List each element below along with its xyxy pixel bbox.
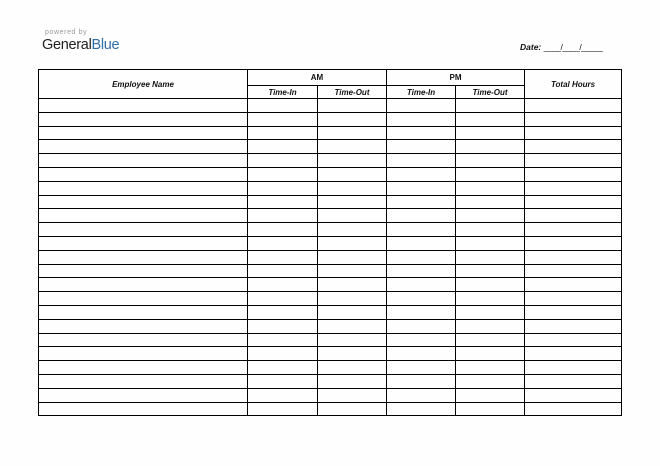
pm-time-in-cell[interactable] <box>387 167 456 181</box>
pm-time-out-cell[interactable] <box>456 195 525 209</box>
total-hours-cell[interactable] <box>525 99 622 113</box>
am-time-out-cell[interactable] <box>318 333 387 347</box>
am-time-in-cell[interactable] <box>248 292 318 306</box>
header-am: AM <box>248 70 387 86</box>
employee-name-cell[interactable] <box>39 250 248 264</box>
total-hours-cell[interactable] <box>525 167 622 181</box>
total-hours-cell[interactable] <box>525 223 622 237</box>
am-time-out-cell[interactable] <box>318 374 387 388</box>
total-hours-cell[interactable] <box>525 319 622 333</box>
am-time-in-cell[interactable] <box>248 347 318 361</box>
employee-name-cell[interactable] <box>39 195 248 209</box>
am-time-out-cell[interactable] <box>318 347 387 361</box>
am-time-in-cell[interactable] <box>248 154 318 168</box>
am-time-out-cell[interactable] <box>318 278 387 292</box>
employee-name-cell[interactable] <box>39 347 248 361</box>
am-time-in-cell[interactable] <box>248 278 318 292</box>
am-time-out-cell[interactable] <box>318 209 387 223</box>
pm-time-in-cell[interactable] <box>387 402 456 416</box>
am-time-out-cell[interactable] <box>318 167 387 181</box>
brand-blue: Blue <box>91 37 120 53</box>
header-pm-time-out: Time-Out <box>456 86 525 99</box>
table-row <box>39 99 622 113</box>
am-time-out-cell[interactable] <box>318 154 387 168</box>
brand-general: General <box>42 37 92 53</box>
employee-name-cell[interactable] <box>39 305 248 319</box>
table-row <box>39 402 622 416</box>
am-time-in-cell[interactable] <box>248 181 318 195</box>
am-time-out-cell[interactable] <box>318 223 387 237</box>
am-time-in-cell[interactable] <box>248 388 318 402</box>
am-time-in-cell[interactable] <box>248 140 318 154</box>
am-time-in-cell[interactable] <box>248 209 318 223</box>
pm-time-in-cell[interactable] <box>387 319 456 333</box>
employee-name-cell[interactable] <box>39 278 248 292</box>
total-hours-cell[interactable] <box>525 140 622 154</box>
total-hours-cell[interactable] <box>525 181 622 195</box>
pm-time-out-cell[interactable] <box>456 99 525 113</box>
pm-time-in-cell[interactable] <box>387 223 456 237</box>
am-time-in-cell[interactable] <box>248 374 318 388</box>
employee-name-cell[interactable] <box>39 154 248 168</box>
total-hours-cell[interactable] <box>525 236 622 250</box>
am-time-out-cell[interactable] <box>318 99 387 113</box>
am-time-out-cell[interactable] <box>318 264 387 278</box>
table-row <box>39 236 622 250</box>
table-row <box>39 250 622 264</box>
table-row <box>39 264 622 278</box>
pm-time-out-cell[interactable] <box>456 402 525 416</box>
total-hours-cell[interactable] <box>525 292 622 306</box>
employee-name-cell[interactable] <box>39 361 248 375</box>
employee-name-cell[interactable] <box>39 333 248 347</box>
am-time-in-cell[interactable] <box>248 250 318 264</box>
employee-name-cell[interactable] <box>39 99 248 113</box>
employee-name-cell[interactable] <box>39 112 248 126</box>
pm-time-in-cell[interactable] <box>387 195 456 209</box>
pm-time-out-cell[interactable] <box>456 250 525 264</box>
pm-time-in-cell[interactable] <box>387 388 456 402</box>
table-row <box>39 223 622 237</box>
pm-time-out-cell[interactable] <box>456 388 525 402</box>
table-row <box>39 167 622 181</box>
total-hours-cell[interactable] <box>525 402 622 416</box>
pm-time-out-cell[interactable] <box>456 278 525 292</box>
am-time-in-cell[interactable] <box>248 223 318 237</box>
table-row <box>39 278 622 292</box>
am-time-out-cell[interactable] <box>318 126 387 140</box>
am-time-in-cell[interactable] <box>248 333 318 347</box>
am-time-out-cell[interactable] <box>318 292 387 306</box>
pm-time-out-cell[interactable] <box>456 140 525 154</box>
pm-time-in-cell[interactable] <box>387 99 456 113</box>
pm-time-out-cell[interactable] <box>456 333 525 347</box>
total-hours-cell[interactable] <box>525 347 622 361</box>
header-pm-time-in: Time-In <box>387 86 456 99</box>
generalblue-logo <box>42 29 119 53</box>
total-hours-cell[interactable] <box>525 250 622 264</box>
am-time-out-cell[interactable] <box>318 140 387 154</box>
total-hours-cell[interactable] <box>525 278 622 292</box>
am-time-in-cell[interactable] <box>248 319 318 333</box>
date-blank[interactable]: ____/____/_____ <box>543 42 603 52</box>
am-time-out-cell[interactable] <box>318 236 387 250</box>
employee-name-cell[interactable] <box>39 236 248 250</box>
pm-time-in-cell[interactable] <box>387 292 456 306</box>
pm-time-in-cell[interactable] <box>387 250 456 264</box>
pm-time-out-cell[interactable] <box>456 236 525 250</box>
employee-name-cell[interactable] <box>39 181 248 195</box>
pm-time-in-cell[interactable] <box>387 361 456 375</box>
pm-time-in-cell[interactable] <box>387 181 456 195</box>
pm-time-in-cell[interactable] <box>387 374 456 388</box>
employee-name-cell[interactable] <box>39 264 248 278</box>
am-time-in-cell[interactable] <box>248 236 318 250</box>
pm-time-out-cell[interactable] <box>456 154 525 168</box>
pm-time-in-cell[interactable] <box>387 347 456 361</box>
employee-name-cell[interactable] <box>39 209 248 223</box>
pm-time-in-cell[interactable] <box>387 264 456 278</box>
pm-time-out-cell[interactable] <box>456 209 525 223</box>
pm-time-out-cell[interactable] <box>456 223 525 237</box>
pm-time-in-cell[interactable] <box>387 236 456 250</box>
header-am-time-in: Time-In <box>248 86 318 99</box>
timesheet-body <box>39 99 622 416</box>
table-row <box>39 209 622 223</box>
employee-name-cell[interactable] <box>39 167 248 181</box>
table-row <box>39 126 622 140</box>
pm-time-out-cell[interactable] <box>456 126 525 140</box>
total-hours-cell[interactable] <box>525 209 622 223</box>
employee-name-cell[interactable] <box>39 126 248 140</box>
total-hours-cell[interactable] <box>525 112 622 126</box>
am-time-in-cell[interactable] <box>248 126 318 140</box>
total-hours-cell[interactable] <box>525 126 622 140</box>
am-time-in-cell[interactable] <box>248 167 318 181</box>
date-label: Date: <box>520 42 542 52</box>
table-row <box>39 374 622 388</box>
total-hours-cell[interactable] <box>525 333 622 347</box>
am-time-out-cell[interactable] <box>318 250 387 264</box>
pm-time-out-cell[interactable] <box>456 181 525 195</box>
pm-time-in-cell[interactable] <box>387 154 456 168</box>
total-hours-cell[interactable] <box>525 154 622 168</box>
am-time-out-cell[interactable] <box>318 402 387 416</box>
pm-time-out-cell[interactable] <box>456 374 525 388</box>
am-time-in-cell[interactable] <box>248 402 318 416</box>
date-field <box>520 42 602 52</box>
employee-name-cell[interactable] <box>39 388 248 402</box>
employee-name-cell[interactable] <box>39 402 248 416</box>
brand-name <box>42 37 119 53</box>
table-row <box>39 112 622 126</box>
total-hours-cell[interactable] <box>525 264 622 278</box>
total-hours-cell[interactable] <box>525 361 622 375</box>
powered-by-text: powered by <box>45 29 88 36</box>
am-time-in-cell[interactable] <box>248 195 318 209</box>
total-hours-cell[interactable] <box>525 305 622 319</box>
pm-time-out-cell[interactable] <box>456 347 525 361</box>
am-time-out-cell[interactable] <box>318 195 387 209</box>
table-row <box>39 154 622 168</box>
pm-time-in-cell[interactable] <box>387 209 456 223</box>
pm-time-in-cell[interactable] <box>387 305 456 319</box>
pm-time-out-cell[interactable] <box>456 112 525 126</box>
total-hours-cell[interactable] <box>525 388 622 402</box>
am-time-out-cell[interactable] <box>318 112 387 126</box>
total-hours-cell[interactable] <box>525 195 622 209</box>
table-row <box>39 347 622 361</box>
am-time-out-cell[interactable] <box>318 305 387 319</box>
pm-time-out-cell[interactable] <box>456 305 525 319</box>
am-time-out-cell[interactable] <box>318 181 387 195</box>
am-time-in-cell[interactable] <box>248 112 318 126</box>
header-employee-name: Employee Name <box>39 70 248 99</box>
pm-time-out-cell[interactable] <box>456 292 525 306</box>
employee-name-cell[interactable] <box>39 140 248 154</box>
header-am-time-out: Time-Out <box>318 86 387 99</box>
table-row <box>39 333 622 347</box>
pm-time-in-cell[interactable] <box>387 126 456 140</box>
table-row <box>39 195 622 209</box>
pm-time-in-cell[interactable] <box>387 140 456 154</box>
timesheet-table <box>38 69 622 416</box>
am-time-in-cell[interactable] <box>248 264 318 278</box>
header-total-hours: Total Hours <box>525 70 622 99</box>
am-time-in-cell[interactable] <box>248 361 318 375</box>
table-row <box>39 292 622 306</box>
table-row <box>39 361 622 375</box>
pm-time-out-cell[interactable] <box>456 319 525 333</box>
pm-time-out-cell[interactable] <box>456 264 525 278</box>
table-row <box>39 388 622 402</box>
pm-time-out-cell[interactable] <box>456 167 525 181</box>
am-time-in-cell[interactable] <box>248 99 318 113</box>
header-pm: PM <box>387 70 525 86</box>
employee-name-cell[interactable] <box>39 223 248 237</box>
am-time-out-cell[interactable] <box>318 361 387 375</box>
employee-name-cell[interactable] <box>39 319 248 333</box>
am-time-in-cell[interactable] <box>248 305 318 319</box>
total-hours-cell[interactable] <box>525 374 622 388</box>
pm-time-out-cell[interactable] <box>456 361 525 375</box>
table-row <box>39 181 622 195</box>
am-time-out-cell[interactable] <box>318 388 387 402</box>
employee-name-cell[interactable] <box>39 374 248 388</box>
pm-time-in-cell[interactable] <box>387 112 456 126</box>
table-row <box>39 140 622 154</box>
pm-time-in-cell[interactable] <box>387 278 456 292</box>
table-row <box>39 319 622 333</box>
pm-time-in-cell[interactable] <box>387 333 456 347</box>
employee-name-cell[interactable] <box>39 292 248 306</box>
am-time-out-cell[interactable] <box>318 319 387 333</box>
table-row <box>39 305 622 319</box>
